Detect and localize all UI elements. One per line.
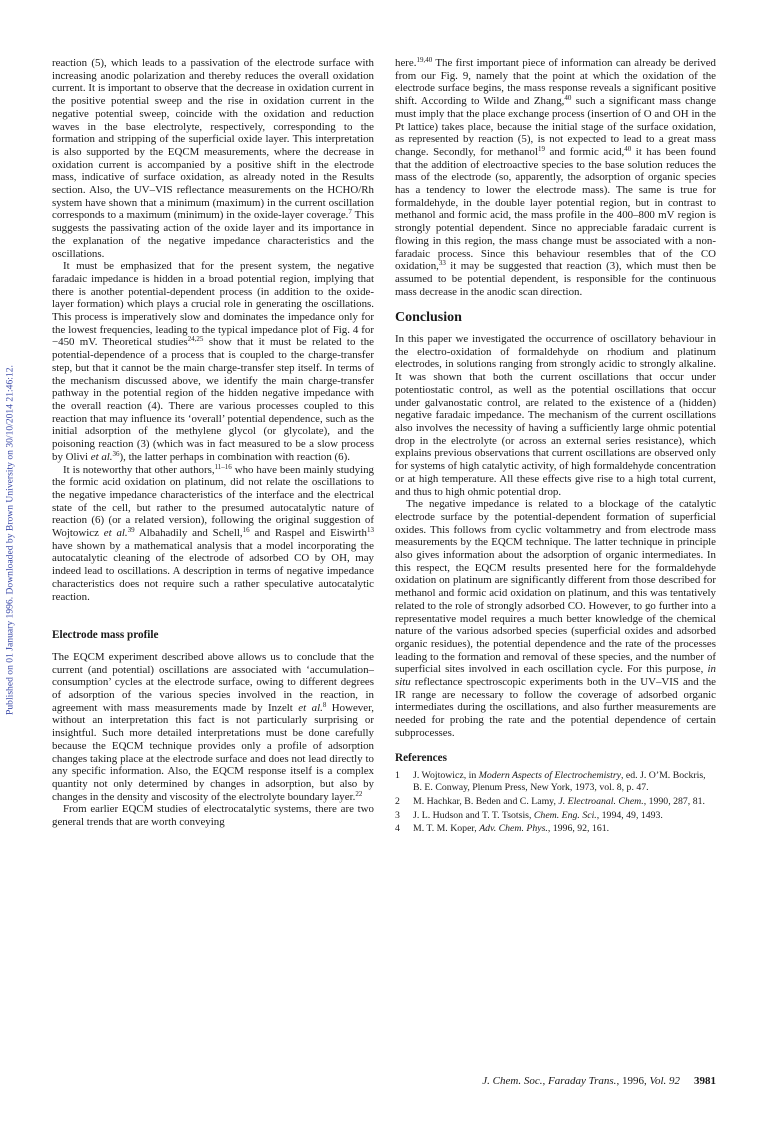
text-run: However, without an interpretation this fact is not particularly surprising or insightful. Such more detailed interpretations must be done carefully because the EQCM technique provides only a profile of adsorption changes taking place at the electrode surface and does not lead directly to any specific information. Also, the EQCM response itself is a complex quantity not only determined by changes in adsorption, but also by changes in the density and viscosity of the electrolyte boundary layer. xyxy=(52,701,374,803)
reference-item xyxy=(395,810,716,822)
text-run: J. L. Hudson and T. T. Tsotsis, xyxy=(413,809,534,821)
citation: 33 xyxy=(438,259,446,268)
paragraph xyxy=(395,333,716,498)
text-run: it may be suggested that reaction (3), which must then be assumed to be potential dependent, is responsible for the continuous mass decrease in the anodic scan direction. xyxy=(395,260,716,298)
paragraph xyxy=(395,57,716,298)
text-run: , 1990, 287, 81. xyxy=(643,795,705,807)
text-run: ), the latter perhaps in combination with reaction (6). xyxy=(119,450,350,463)
citation: 7 xyxy=(348,208,352,217)
reference-text xyxy=(413,810,716,822)
text-run-italic: in situ xyxy=(395,663,716,689)
section-heading: Electrode mass profile xyxy=(52,629,159,642)
reference-text xyxy=(413,770,716,794)
text-run: This suggests the passivating action of the oxide layer and its importance in the explanation of the negative impedance characteristics and the oscillations. xyxy=(52,209,375,260)
citation: 39 xyxy=(127,526,135,535)
text-run: From earlier EQCM studies of electrocatalytic systems, there are two general trends that are worth conveying xyxy=(52,803,374,829)
text-run: , 1996, 92, 161. xyxy=(547,823,610,835)
paragraph xyxy=(52,260,374,463)
citation: 36 xyxy=(112,449,120,458)
citation: 24,25 xyxy=(187,335,204,344)
text-run: , 1994, 49, 1493. xyxy=(596,809,663,821)
text-run: The EQCM experiment described above allows us to conclude that the current (and potential) oscillations are associated with ‘accumulation–consumption’ cycles at the electrode surface, owing to different degrees of adsorption of the various species involved in the reaction, in agreement with mass measurements made by Inzelt xyxy=(52,650,374,714)
text-run: Albahadily and Schell, xyxy=(134,527,243,540)
left-column xyxy=(52,57,374,829)
text-run: J. Wojtowicz, in xyxy=(413,770,479,782)
text-run: reflectance spectroscopic experiments both in the UV–VIS and the IR range are necessary to follow the coverage of adsorbed organic intermediates during the oscillations, and also further measurements are needed for probing the rate and the potential dependence of certain subprocesses. xyxy=(395,676,716,739)
text-run: show that it must be related to the potential-dependence of a process that is coupled to the charge-transfer step, but that it cannot be the main charge-transfer step itself. In terms of the mechanism discussed above, we identify the main charge-transfer pathway in the potential region of the hidden negative impedance with the overall reaction (4). There are various processes coupled to this reaction that may influence its ‘overall’ potential dependence, such as the initial adsorption of the methylene glycol (or glycolate), and the poisoning reaction (3) (which was in fact measured to be a slow process by Olivi xyxy=(52,336,374,463)
text-run: M. Hachkar, B. Beden and C. Lamy, xyxy=(413,795,559,807)
references-heading: References xyxy=(395,751,447,764)
text-run: The first important piece of information can already be derived from our Fig. 9, namely that the point at which the oxidation of the electrode surface begins, the mass response reveals a significant positive shift. According to Wilde and Zhang, xyxy=(395,57,716,108)
reference-number: 4 xyxy=(395,823,400,835)
text-run-italic: et al. xyxy=(90,450,113,463)
text-run: M. T. M. Koper, xyxy=(413,823,480,835)
citation: 11–16 xyxy=(214,462,232,471)
text-run: it has been found that the addition of electroactive species to the base solution reduces the mass of the electrode (so, apparently, the adsorption of organic species has a tendency to lower the electrode mass). The same is true for formaldehyde, in the double layer potential region, but in contrast to methanol and formic acid, the mass profile in the 400–800 mV region is strongly potential dependent. Since no appreciable faradaic current is flowing in this region, the mass change must be associated with a non-faradaic process. Since this behaviour resembles that of the CO oxidation, xyxy=(395,145,716,273)
download-watermark xyxy=(0,0,20,1127)
text-run: and formic acid, xyxy=(544,145,625,158)
paragraph xyxy=(52,464,374,604)
paragraph xyxy=(52,651,374,803)
text-run-italic: et al. xyxy=(103,527,128,540)
text-run: It is noteworthy that other authors, xyxy=(63,463,215,476)
text-run-italic: J. Electroanal. Chem. xyxy=(558,795,644,807)
text-run-italic: et al. xyxy=(298,701,323,714)
text-run-italic: Modern Aspects of Electrochemistry xyxy=(478,770,621,782)
citation: 13 xyxy=(367,526,374,535)
reference-item xyxy=(395,823,716,835)
citation: 40 xyxy=(624,144,632,153)
text-run: who have been mainly studying the formic acid oxidation on platinum, did not relate the oscillations to the negative impedance characteristics of the interface and the electrical state of the cell, but rather to the presumed autocatalytic nature of reaction (6) (or a related version), following the original suggestion of Wojtowicz xyxy=(52,463,374,540)
text-run: such a significant mass change must imply that the place exchange process (insertion of O and OH in the Pt lattice) takes place, because the initial stage of the surface oxidation, as represented by reaction (5), is not expected to lead to a great mass change. Secondly, for methanol xyxy=(395,95,716,158)
text-run: reaction (5), which leads to a passivation of the electrode surface with increasing anodic polarization and thereby reduces the overall oxidation current. It is important to observe that the decrease in oxidation current in the positive potential sweep and the rise in oxidation current in the negative potential sweep, coincide with the oxidation and reduction waves in the base electrolyte, respectively, corresponding to the formation and stripping of the superficial oxide layer. This interpretation is also supported by the EQCM measurements, where the decrease in oxidation current is accompanied by a positive shift in the electrode mass, indicative of surface oxidation, as already noted in the Results section. Also, the UV–VIS reflectance measurements on the HCHO/Rh system have shown that a minimum (maximum) in the current oscillation corresponds to a maximum (minimum) in the oxide-layer coverage. xyxy=(52,57,374,222)
text-run: have shown by a mathematical analysis that a model incorporating the autocatalytic cleaning of the electrode of adsorbed CO by OH, may indeed lead to oscillations. A description in terms of negative impedance characteristics does not require such a rather speculative autocatalytic reaction. xyxy=(52,539,374,603)
text-run: here. xyxy=(395,57,417,69)
paragraph xyxy=(395,498,716,739)
citation: 40 xyxy=(564,94,572,103)
reference-number: 3 xyxy=(395,809,400,821)
journal-name: J. Chem. Soc., Faraday Trans. xyxy=(482,1075,617,1087)
citation: 19,40 xyxy=(416,56,433,64)
page-footer xyxy=(482,1075,716,1087)
citation: 22 xyxy=(355,789,363,798)
text-run: In this paper we investigated the occurrence of oscillatory behaviour in the electro-oxidation of formaldehyde on rhodium and platinum electrodes, in solutions ranging from strongly acidic to strongly alkaline. It was shown that both the current oscillations that occur under potentiostatic control, as well as the potential oscillations that occur under galvanostatic control, are related to the existence of a (hidden) negative faradaic impedance. The mechanism of the current oscillations also involves the necessity of having a sufficiently large ohmic potential drop in the electrolyte (or across an external series resistance), which explains previous observations that current oscillations are observed only for systems of high catalytic activity, of high formaldehyde concentration or at high temperature. All these effects give rise to a high total current, and thus to high ohmic potential drop. xyxy=(395,333,716,498)
download-notice: Published on 01 January 1996. Downloaded by Brown University on 30/10/2014 21:46:12. xyxy=(4,365,16,715)
reference-item xyxy=(395,770,716,794)
journal-volume: Vol. 92 xyxy=(649,1075,680,1087)
text-run: , ed. J. O’M. Bockris, B. E. Conway, Plenum Press, New York, 1973, vol. 8, p. 47. xyxy=(413,770,706,794)
reference-text xyxy=(413,823,716,835)
text-run: It must be emphasized that for the present system, the negative faradaic impedance is hidden in a broad potential region, implying that there is another potential-dependent process (in addition to the oxide-layer formation) which plays a crucial role in generating the oscillations. This process is imperatively slow and dominates the impedance only for the lowest frequencies, leading to the typical impedance plot of Fig. 4 for −450 mV. Theoretical studies xyxy=(52,260,374,349)
reference-text xyxy=(413,796,716,808)
citation: 8 xyxy=(322,700,327,709)
journal-year: , 1996, xyxy=(616,1075,650,1087)
citation: 16 xyxy=(242,526,250,535)
reference-item xyxy=(395,796,716,808)
text-run: The negative impedance is related to a blockage of the catalytic electrode surface by the potential-dependent formation of superficial oxides. This follows from cyclic voltammetry and from electrode mass measurements by the EQCM technique. The latter technique in principle also gives information about the adsorption of organic intermediates. In this respect, the EQCM results presented here for the formaldehyde oxidation on platinum are significantly different from those described for methanol and formic acid oxidation on platinum, and this was tentatively related to the role of strongly adsorbed CO. However, to go further into a representative model requires a much better knowledge of the chemical nature of the various adsorbed species (superficial oxides and adsorbed organic residues), the potential dependence and the rate of the processes leading to the formation and removal of these species, and the number of superficial sites involved in each oscillation cycle. For this purpose, xyxy=(395,498,716,676)
right-column xyxy=(395,57,716,837)
reference-number: 2 xyxy=(395,795,400,807)
citation: 19 xyxy=(537,144,545,153)
section-heading: Conclusion xyxy=(395,310,462,326)
text-run-italic: Adv. Chem. Phys. xyxy=(479,823,548,835)
reference-number: 1 xyxy=(395,770,400,782)
paragraph xyxy=(52,803,374,828)
paragraph xyxy=(52,57,374,260)
text-run-italic: Chem. Eng. Sci. xyxy=(533,809,597,821)
page-number: 3981 xyxy=(694,1075,716,1087)
text-run: and Raspel and Eiswirth xyxy=(249,527,367,540)
